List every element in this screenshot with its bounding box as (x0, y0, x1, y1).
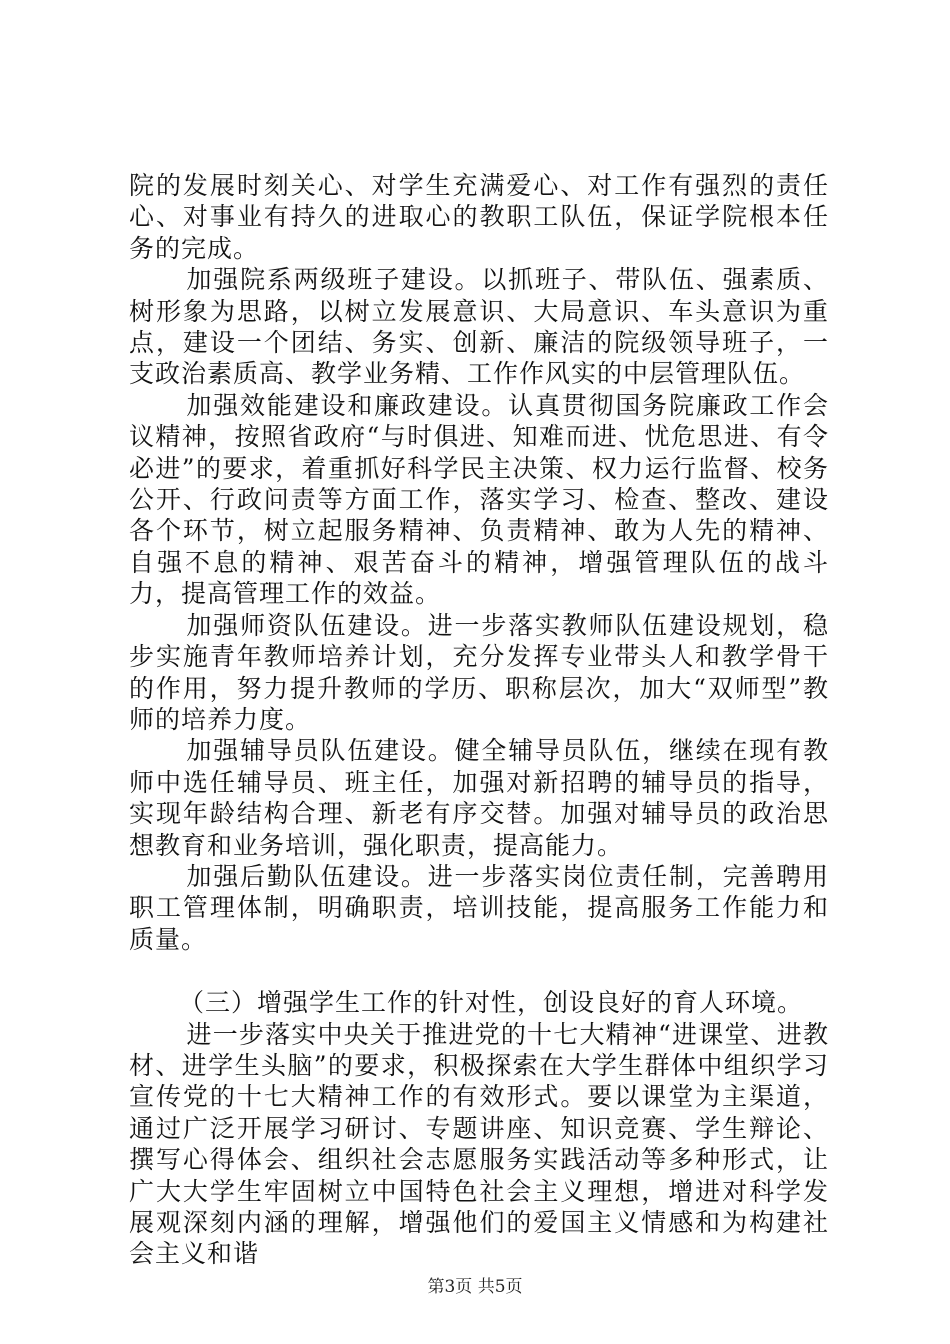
paragraph-leadership: 加强院系两级班子建设。以抓班子、带队伍、强素质、树形象为思路，以树立发展意识、大局意识、车头意识为重点，建设一个团结、务实、创新、廉洁的院级领导班子，一支政治素质高、教学业务精、工作作风实的中层管理队伍。 (129, 265, 829, 389)
page-footer: 第3页 共5页 (427, 1277, 523, 1297)
paragraph-logistics: 加强后勤队伍建设。进一步落实岗位责任制，完善聘用职工管理体制，明确职责，培训技能，提高服务工作能力和质量。 (129, 861, 829, 954)
document-body (129, 170, 829, 1270)
paragraph-counselors: 加强辅导员队伍建设。健全辅导员队伍，继续在现有教师中选任辅导员、班主任，加强对新招聘的辅导员的指导，实现年龄结构合理、新老有序交替。加强对辅导员的政治思想教育和业务培训，强化职责，提高能力。 (129, 736, 829, 860)
paragraph-teachers: 加强师资队伍建设。进一步落实教师队伍建设规划，稳步实施青年教师培养计划，充分发挥专业带头人和教学骨干的作用，努力提升教师的学历、职称层次，加大“双师型”教师的培养力度。 (129, 610, 829, 734)
section-gap (129, 955, 829, 987)
continued-paragraph: 院的发展时刻关心、对学生充满爱心、对工作有强烈的责任心、对事业有持久的进取心的教职工队伍，保证学院根本任务的完成。 (129, 171, 829, 263)
section-heading: （三）增强学生工作的针对性，创设良好的育人环境。 (179, 988, 804, 1018)
section-paragraph: 进一步落实中央关于推进党的十七大精神“进课堂、进教材、进学生头脑”的要求，积极探索在大学生群体中组织学习宣传党的十七大精神工作的有效形式。要以课堂为主渠道，通过广泛开展学习研讨、专题讲座、知识竞赛、学生辩论、撰写心得体会、组织社会志愿服务实践活动等多种形式，让广大大学生牢固树立中国特色社会主义理想，增进对科学发展观深刻内涵的理解，增强他们的爱国主义情感和为构建社会主义和谐 (129, 1019, 829, 1269)
paragraph-efficiency: 加强效能建设和廉政建设。认真贯彻国务院廉政工作会议精神，按照省政府“与时俱进、知难而进、忧危思进、有令必进”的要求，着重抓好科学民主决策、权力运行监督、校务公开、行政问责等方面工作，落实学习、检查、整改、建设各个环节，树立起服务精神、负责精神、敢为人先的精神、自强不息的精神、艰苦奋斗的精神，增强管理队伍的战斗力，提高管理工作的效益。 (129, 390, 829, 609)
